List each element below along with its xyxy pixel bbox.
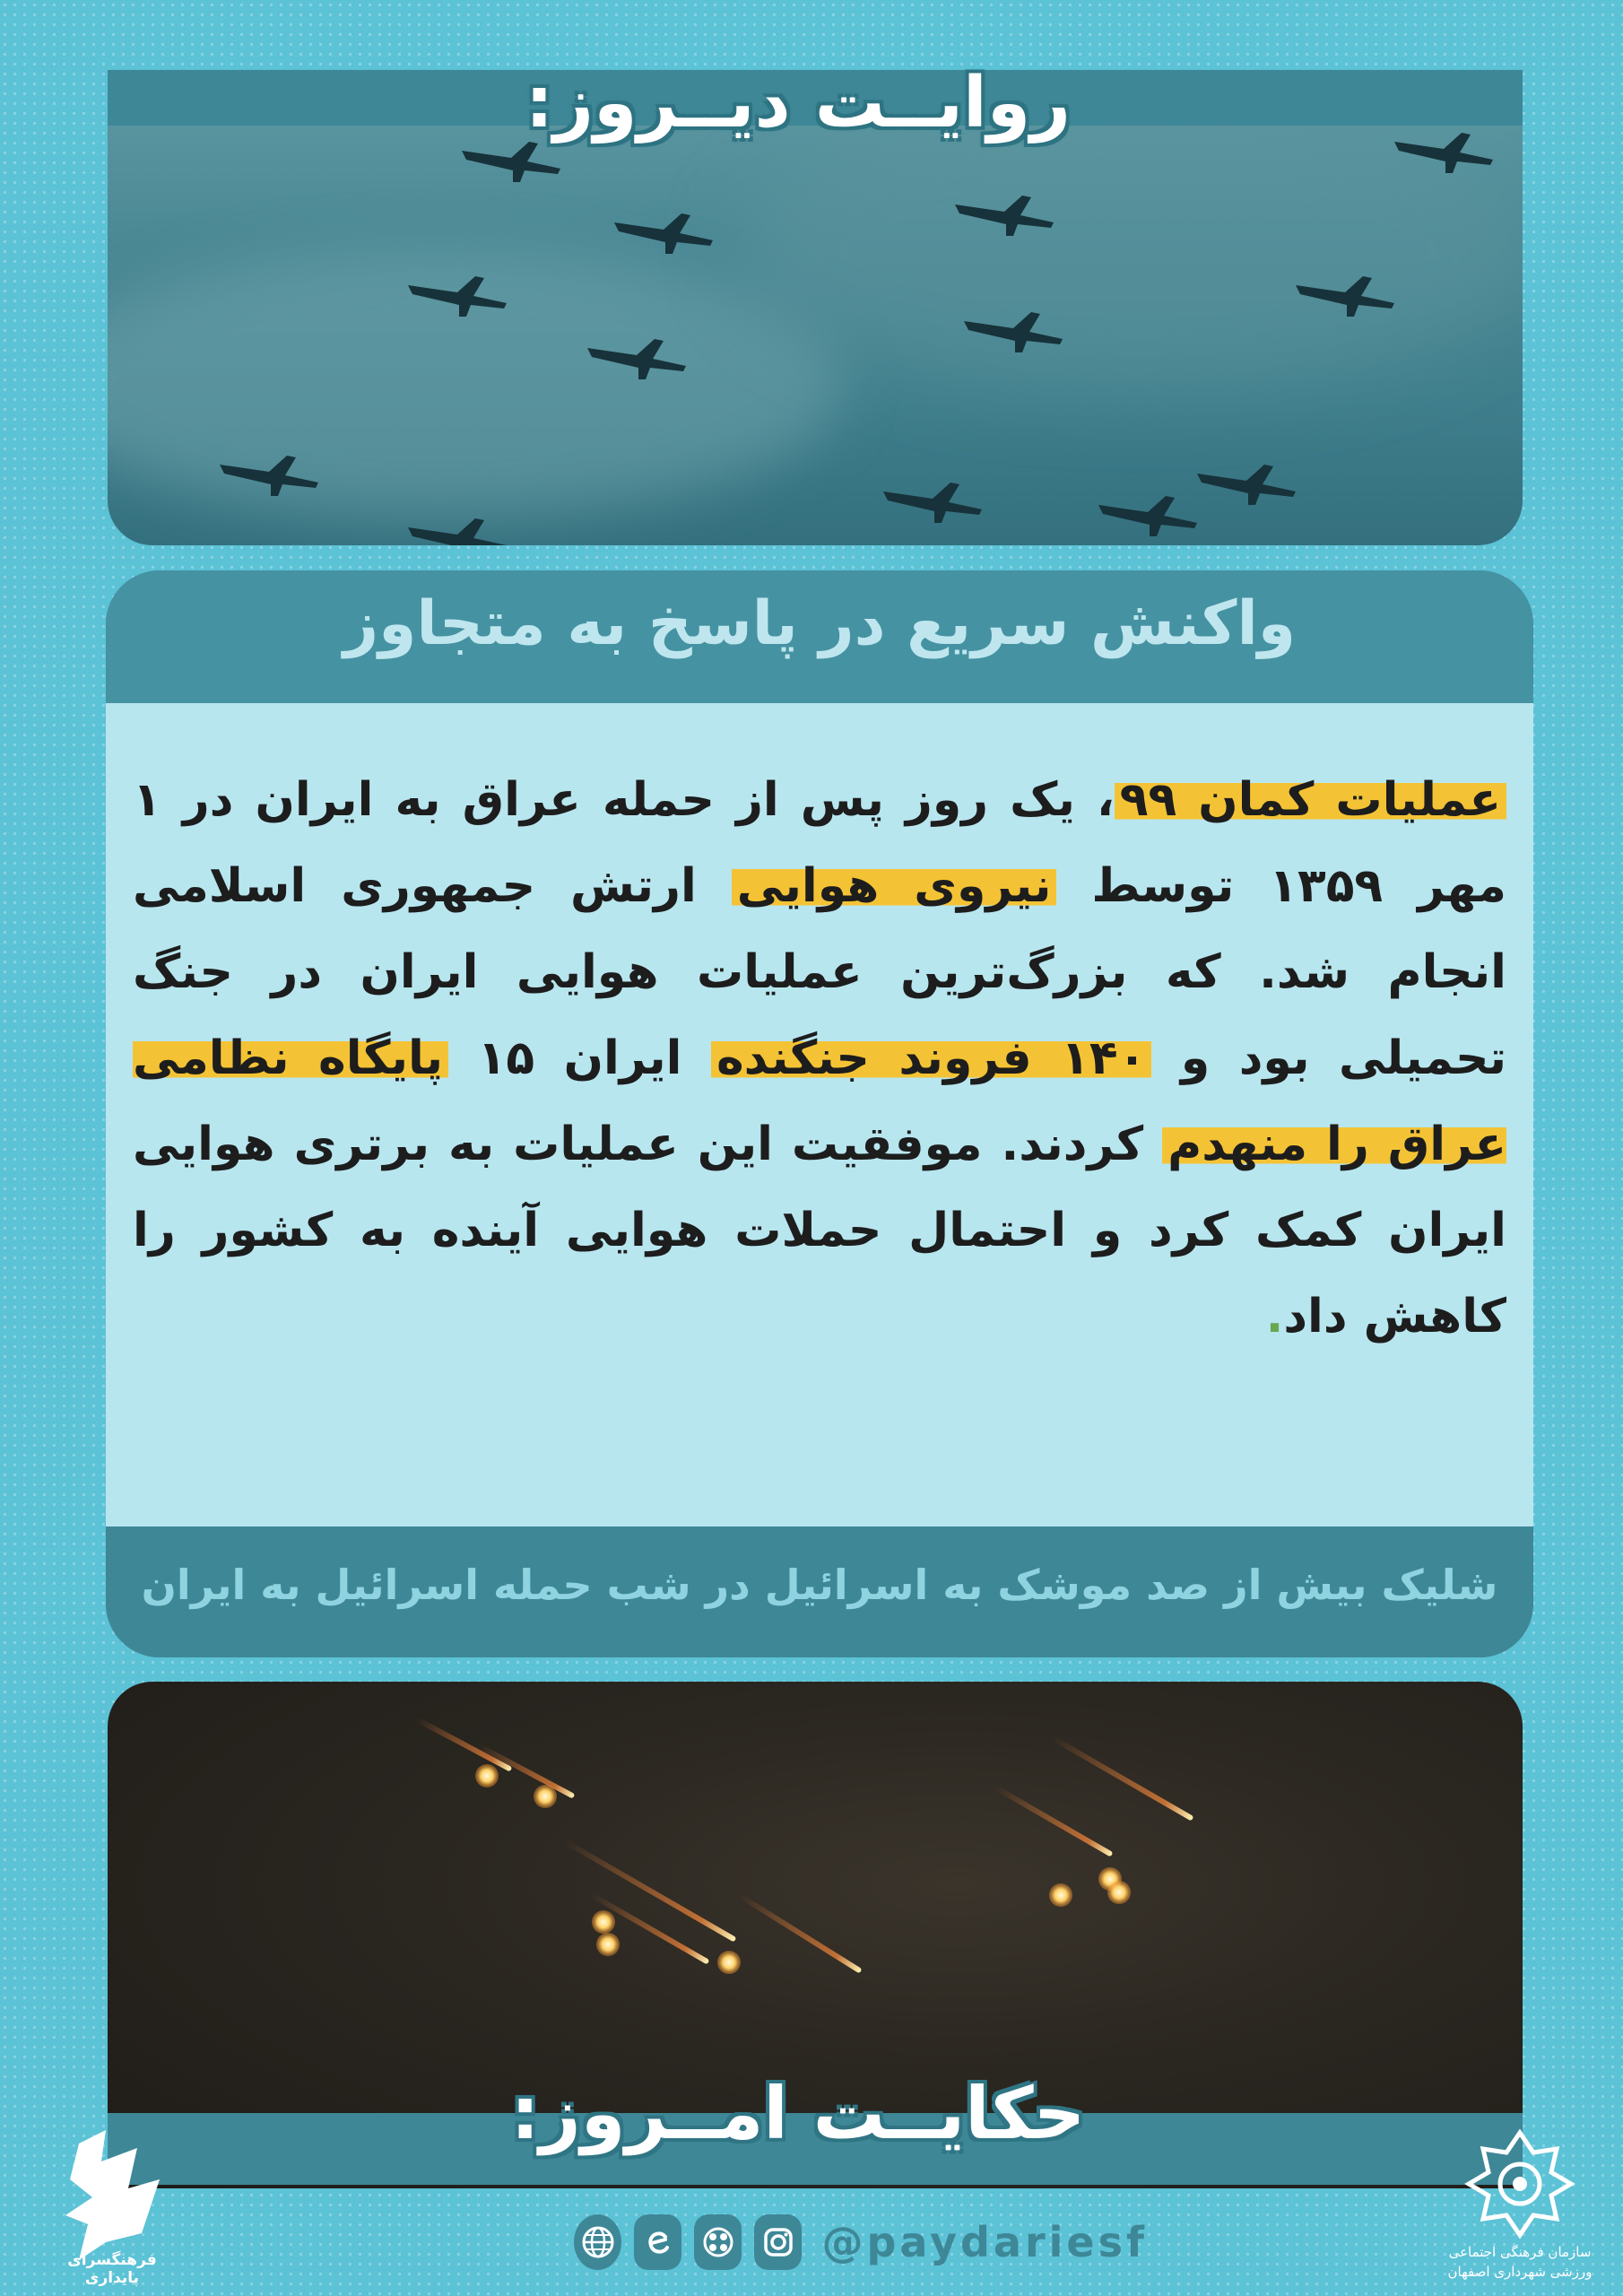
missile-trail bbox=[1052, 1735, 1194, 1821]
missile-flare bbox=[596, 1933, 620, 1956]
isfahan-municipality-logo-text bbox=[1435, 2242, 1605, 2282]
aparat-icon[interactable] bbox=[694, 2214, 742, 2270]
body-text-segment: ارتش جمهوری اسلامی انجام شد. که بزرگ‌ترین عملیات هوایی ایران در جنگ تحمیلی بود و bbox=[133, 859, 1506, 1085]
social-bar bbox=[574, 2211, 1148, 2274]
fighter-jet-icon bbox=[1094, 487, 1202, 541]
fighter-jet-icon bbox=[1390, 124, 1497, 178]
fighter-jet-icon bbox=[583, 330, 690, 384]
body-paragraph bbox=[133, 757, 1506, 1360]
missile-flare bbox=[592, 1910, 615, 1934]
headline-bar bbox=[106, 570, 1533, 703]
fighter-jet-icon bbox=[1291, 267, 1399, 321]
fighter-jet-icon bbox=[610, 204, 717, 258]
body-area bbox=[106, 703, 1533, 1526]
missile-flare bbox=[475, 1764, 499, 1787]
body-text-segment: ، یک روز پس از حمله عراق به ایران در ۱ مهر ۱۳۵۹ توسط bbox=[133, 773, 1506, 913]
missile-flare bbox=[717, 1951, 741, 1974]
fighter-jet-icon bbox=[215, 447, 323, 500]
highlight: ۱۴۰ فروند جنگنده bbox=[711, 1031, 1151, 1085]
paydari-logo-text: فرهنگسرای پایداری bbox=[67, 2251, 157, 2287]
missile-flare bbox=[534, 1785, 557, 1808]
fighter-jet-icon bbox=[404, 267, 511, 321]
highlight: پایگاه نظامی عراق را منهدم bbox=[133, 1031, 1506, 1171]
headline: واکنش سریع در پاسخ به متجاوز bbox=[343, 588, 1297, 659]
instagram-icon[interactable] bbox=[754, 2214, 802, 2270]
highlight: نیروی هوایی bbox=[732, 859, 1057, 913]
body-text-segment: ایران ۱۵ bbox=[448, 1031, 711, 1085]
highlight: عملیات کمان ۹۹ bbox=[1115, 773, 1506, 827]
end-dot: . bbox=[1265, 1290, 1284, 1344]
text-card bbox=[106, 570, 1533, 1657]
isfahan-municipality-logo-icon bbox=[1462, 2126, 1578, 2242]
caption-bar bbox=[106, 1526, 1533, 1657]
logo-text-line: سازمان فرهنگی اجتماعی bbox=[1448, 2244, 1592, 2260]
missile-flare bbox=[1049, 1883, 1072, 1907]
body-text-segment: کردند. موفقیت این عملیات به برتری هوایی ایران کمک کرد و احتمال حملات هوایی آینده به کشور را کاهش داد bbox=[133, 1118, 1506, 1344]
missile-trail bbox=[738, 1893, 863, 1974]
fighter-jet-icon bbox=[950, 187, 1058, 240]
social-handle[interactable]: @paydariesf bbox=[821, 2218, 1148, 2266]
fighter-jet-icon bbox=[404, 509, 511, 545]
photo-caption: شلیک بیش از صد موشک به اسرائیل در شب حمله اسرائیل به ایران bbox=[141, 1561, 1498, 1609]
missile-flare bbox=[1107, 1881, 1131, 1904]
logo-text-line: ورزشی شهرداری اصفهان bbox=[1447, 2264, 1593, 2280]
fighter-jet-icon bbox=[1193, 456, 1300, 509]
eitaa-icon[interactable] bbox=[634, 2214, 681, 2270]
top-title: روایــت دیــروز: bbox=[525, 63, 1072, 144]
missile-trail bbox=[994, 1785, 1114, 1857]
web-icon[interactable] bbox=[574, 2214, 621, 2270]
fighter-jet-icon bbox=[879, 474, 986, 527]
missile-trail bbox=[415, 1717, 513, 1772]
fighter-jet-icon bbox=[959, 303, 1067, 357]
bottom-title: حکایــت امــروز: bbox=[510, 2072, 1086, 2155]
